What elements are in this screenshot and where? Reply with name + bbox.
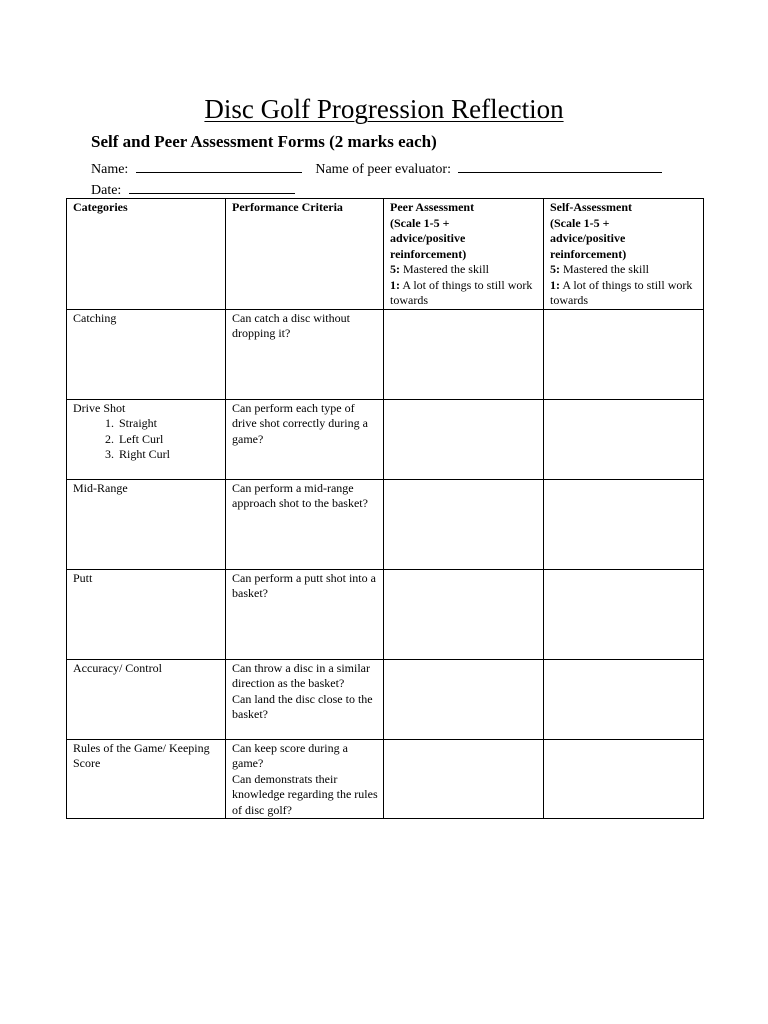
peer-assessment-cell[interactable]	[384, 739, 544, 819]
criteria-text: Can perform a putt shot into a basket?	[232, 570, 376, 600]
criteria-cell	[226, 569, 384, 659]
peer-scale-one	[390, 278, 538, 309]
drive-shot-list	[73, 416, 220, 463]
criteria-text: Can perform a mid-range approach shot to the basket?	[232, 480, 368, 510]
self-header-scale: (Scale 1-5 +	[550, 215, 610, 230]
criteria-text: Can catch a disc without dropping it?	[232, 310, 350, 340]
self-one-number: 1:	[550, 277, 560, 292]
peer-evaluator-label: Name of peer evaluator:	[315, 162, 451, 177]
criteria-cell	[226, 309, 384, 399]
peer-assessment-cell[interactable]	[384, 399, 544, 479]
table-row	[67, 659, 704, 739]
self-header-title: Self-Assessment	[550, 200, 632, 214]
peer-five-number: 5:	[390, 262, 400, 276]
list-item: 2. Left Curl	[117, 432, 220, 448]
self-five-text: Mastered the skill	[563, 262, 649, 276]
header-peer-assessment	[384, 199, 544, 310]
peer-scale-five	[390, 262, 538, 278]
list-item: 1. Straight	[117, 416, 220, 432]
criteria-text: Can land the disc close to the basket?	[232, 691, 373, 721]
peer-assessment-cell[interactable]	[384, 479, 544, 569]
table-row	[67, 569, 704, 659]
criteria-text: Can throw a disc in a similar direction as the basket?	[232, 660, 370, 690]
header-categories: Categories	[67, 199, 226, 310]
peer-header-scale: (Scale 1-5 +	[390, 215, 450, 230]
self-assessment-cell[interactable]	[544, 399, 704, 479]
criteria-text: Can keep score during a game?	[232, 740, 348, 770]
criteria-text: Can demonstrats their knowledge regarding the rules of disc golf?	[232, 771, 378, 817]
peer-evaluator-blank[interactable]	[458, 158, 662, 173]
self-one-text: A lot of things to still work towards	[550, 277, 693, 307]
category-label: Drive Shot	[73, 400, 126, 415]
self-scale-one	[550, 278, 698, 309]
peer-assessment-cell[interactable]	[384, 309, 544, 399]
category-cell	[67, 399, 226, 479]
peer-assessment-cell[interactable]	[384, 659, 544, 739]
header-performance-criteria: Performance Criteria	[226, 199, 384, 310]
peer-header-advice: advice/positive	[390, 231, 466, 245]
category-cell: Accuracy/ Control	[67, 659, 226, 739]
self-header-advice: advice/positive	[550, 231, 626, 245]
table-row	[67, 399, 704, 479]
criteria-cell	[226, 659, 384, 739]
peer-one-text: A lot of things to still work towards	[390, 277, 533, 307]
peer-one-number: 1:	[390, 277, 400, 292]
assessment-table	[66, 198, 704, 819]
date-blank[interactable]	[129, 179, 295, 194]
name-row	[91, 158, 662, 179]
self-scale-five	[550, 262, 698, 278]
name-label: Name:	[91, 162, 129, 177]
table-row	[67, 739, 704, 819]
self-assessment-cell[interactable]	[544, 739, 704, 819]
self-assessment-cell[interactable]	[544, 309, 704, 399]
list-item: 3. Right Curl	[117, 447, 220, 463]
criteria-cell	[226, 479, 384, 569]
page-title: Disc Golf Progression Reflection	[204, 94, 564, 124]
self-assessment-cell[interactable]	[544, 479, 704, 569]
table-header-row	[67, 199, 704, 310]
date-row	[91, 179, 295, 200]
table-row	[67, 309, 704, 399]
peer-header-reinforcement: reinforcement)	[390, 246, 467, 261]
category-cell: Catching	[67, 309, 226, 399]
category-cell: Putt	[67, 569, 226, 659]
self-assessment-cell[interactable]	[544, 569, 704, 659]
header-self-assessment	[544, 199, 704, 310]
self-five-number: 5:	[550, 262, 560, 276]
self-header-reinforcement: reinforcement)	[550, 246, 627, 261]
criteria-text: Can perform each type of drive shot correctly during a game?	[232, 400, 368, 446]
category-cell: Mid-Range	[67, 479, 226, 569]
criteria-cell	[226, 399, 384, 479]
self-assessment-cell[interactable]	[544, 659, 704, 739]
peer-header-title: Peer Assessment	[390, 200, 475, 214]
peer-five-text: Mastered the skill	[403, 262, 489, 276]
peer-assessment-cell[interactable]	[384, 569, 544, 659]
date-label: Date:	[91, 183, 122, 198]
criteria-cell	[226, 739, 384, 819]
category-cell: Rules of the Game/ Keeping Score	[67, 739, 226, 819]
name-blank[interactable]	[136, 158, 302, 173]
table-row	[67, 479, 704, 569]
form-subtitle: Self and Peer Assessment Forms (2 marks each)	[91, 132, 437, 151]
